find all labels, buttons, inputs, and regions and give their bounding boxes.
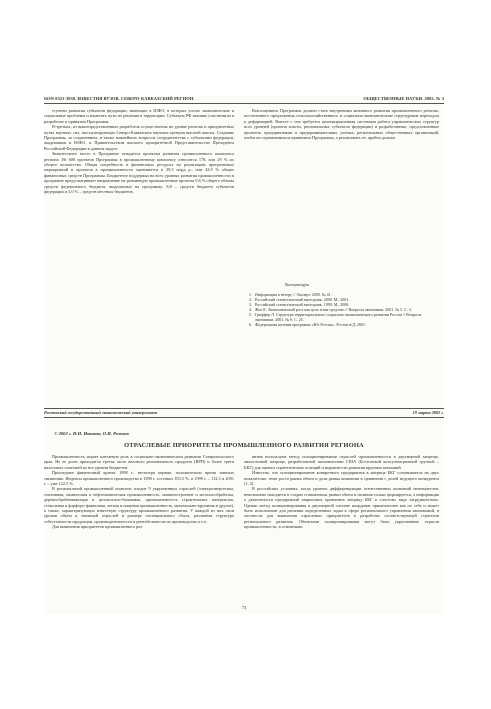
reference-list: [244, 292, 439, 327]
reference-item: 5. Гриффер Л. Структура территориального социально-экономического развития России // Вопросы экономики. 2001. № 9. С. 25.: [249, 312, 422, 322]
body-paragraph: ступени развития субъектов федерации, имеющих в ЮФО, в которых уголье экономические и социальные проблемы и наметить пути их решения в территории. Субъекты РФ активно участвовали в разработке и принятии Программы.: [44, 108, 234, 124]
article-title: ОТРАСЛЕВЫЕ ПРИОРИТЕТЫ ПРОМЫШЛЕННОГО РАЗВИТИЯ РЕГИОНА: [124, 442, 364, 449]
body-paragraph: Значительное место в Программе отводится проектам развития промышленного комплекса региона. Из 608 проектов Программы в промышленному комплексу относится 178, или 29 % их общего количества. Общая потребность в финансовых ресурсах на реализацию программных мероприятий и проектов в промышленности оценивается в 39,5 млрд р., или 42,9 % общих финансовых средств Программы. Бюджетное поддержка на всех уровнях развития промышленности в программе предусматривает направление на решающую промышленные проекты 9,6 % общего объема средств федерального бюджета, выделяемых на программу; 8,8 – средств бюджета субъектов федерации и 5,0 % – средств местных бюджетов.: [44, 151, 234, 195]
article-left-column: [44, 454, 234, 600]
page-number: 73: [241, 605, 247, 610]
upper-left-column: [44, 108, 234, 408]
received-date: 19 марта 2002 г.: [412, 410, 444, 415]
body-paragraph: В российских условиях, когда уровень дифференциации отечественных компаний незначителен, невозможно находится в стадии становления, рынки объем и наличия только формируется, а информация о деятельности предприятий закрытыми, применить матрицу БКГ в «чистом» виде затруднительно. Однако метод позиционирования в двухмерной системе координат примечателен как по себе и может быть использован для решения определенных задач в сфере регионального управления экономикой, в частности для выявления отраслевых приоритетов в разработке соответствующей стратегии регионального развития. Объектами позиционирования могут быть укрупненные отрасли промышленности, в основными: [244, 486, 439, 530]
body-paragraph: Для выявления приоритетов промышленного раз-: [52, 524, 144, 530]
header-journal-title: ISSN 0321-3030. ИЗВЕСТИЯ ВУЗОВ. СЕВЕРО-КАВКАЗСКИЙ РЕГИОН.: [44, 96, 195, 101]
header-issue: ОБЩЕСТВЕННЫЕ НАУКИ. 2002. № 3: [363, 96, 444, 101]
reference-item: 6. Федеральная целевая программа «Юг России». Ростов н/Д, 2001.: [249, 322, 366, 327]
literature-title: Литература: [284, 282, 310, 287]
body-paragraph: Известно, что позиционирование конкретного предприятия в матрице БКГ основывается на двух показателях: темп роста рынка объем и доля рынка компании в сравнении с долей ведущего конкурента [1, 2].: [244, 470, 439, 487]
journal-page: [44, 96, 444, 614]
article-byline: © 2002 г. Н.И. Иванова, О.И. Рожков: [54, 431, 129, 436]
body-paragraph: Прошедшее финансовый кризис 1998 г., несмотря первые, положительно время занятых снижению. Индексы промышленного производства в 1998 г. составил 103,5 %, в 1999 г. – 112,3 и 2001 г. – уже 122,5 %.: [44, 470, 234, 487]
article-right-column: [244, 454, 439, 600]
footer-rule-bottom: [44, 417, 444, 418]
header-rule: [44, 103, 444, 104]
reference-item: 3. Российский статистический ежегодник. 1999. М., 2000.: [249, 302, 350, 307]
body-paragraph: В-третьих, из вышепредставленных разработок осуществлены на уровне региона и приоритетных путях научных сил, эксплуатирующих Северо-Кавказских научных центров высшей школы. Создание Программы, за сохранением, и также важнейших вопросов сотрудничества с субъектами федерации, академиями и ЮФО, и Правительством высшего приоритетной Представительства Президента Российской Федерации в данном округе.: [44, 124, 234, 151]
upper-right-column: [244, 108, 439, 278]
body-paragraph: Промышленность играет ключевую роль в социально-экономическом развитии Ставропольского края. На ее долю приходится третья часть валового регионального продукта (ВРП) и более трети налоговых платежей во все уровни бюджетов.: [44, 454, 234, 470]
reference-item: 2. Российский статистический ежегодник. 2000. М., 2001.: [249, 297, 350, 302]
body-paragraph: В региональной промышленный комплекс входит 9 укрупненных отраслей (электроэнергетика, топливная, химическая и нефтехимическая промышленность, машиностроение и металлообработка, деревообрабатывающая и целлюлозно-бумажная, промышленность строительных материалов, стекольная и фарфоро-фаянсовая, легкая и пищевая промышленность, мукомольно-крупяная и другие), а также, характеризующих известную структуру промышленного развития. У каждой из них свои уровни объем и значимой отраслей и размере потенциального сбыта, различная структура себестоимости продукции, производительности и рентабельности их производства и т.п.: [44, 486, 234, 524]
body-paragraph: Воплощением Программы должен стать внутренним активного развития промышленного региона, постепенного предложения сельскохозяйственного и социально-экономическим структурным переходом к деформацией. Вместе с тем требуется целенаправленная системная работа управленческих структур всех уровней (органов власти, региональных субъектов федерации) и разработанные, представленные проектов, предприятиями и предпринимателями, ученых, региональных общественных организаций, чтобы не ограничиваться принятием Программы, а реализовать ее, пройти дальше.: [244, 108, 439, 141]
reference-item: 4. Жох Е. Экономический рост как цель и как средство // Вопросы экономики. 2001. № 5. С. 3.: [249, 307, 412, 312]
reference-item: 1. Информация к ветеру // Эксперт. 2000. № 41.: [249, 292, 332, 297]
body-paragraph: вития используем метод позиционирования отраслей промышленности в двухмерной матрице, аналогичной матрице, разработанной экономистами США (Бостонской консультационной группой – БКГ) для оценки стратегических позиций и вероятности развития крупных компаний.: [244, 454, 439, 470]
author-institution: Ростовский государственный экономический университет: [44, 410, 158, 415]
footer-rule-top: [44, 408, 444, 409]
